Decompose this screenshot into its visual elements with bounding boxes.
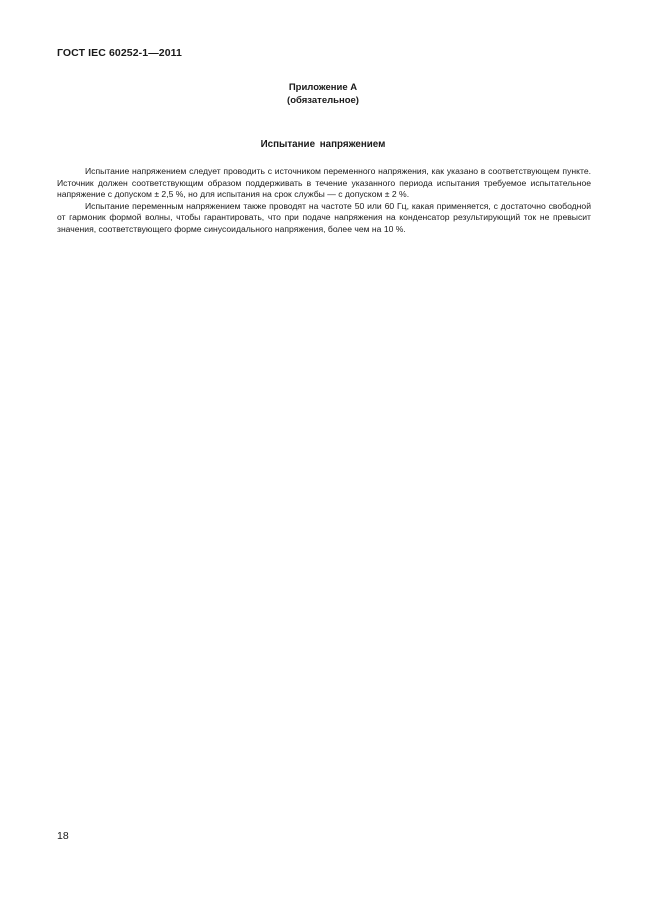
section-title: Испытание напряжением (260, 139, 386, 150)
page-number: 18 (57, 830, 69, 842)
annex-status: (обязательное) (287, 95, 359, 106)
paragraph: Испытание переменным напряжением также проводят на частоте 50 или 60 Гц, какая применяется, с достаточно свободной от гармоник формой волны, чтобы гарантировать, что при подаче напряжения на конденсатор результирующий ток не превысит значения, соответствующего форме синусоидального напряжения, более чем на 10 %. (57, 200, 591, 234)
paragraph: Испытание напряжением следует проводить с источником переменного напряжения, как указано в соответствующем пункте. Источник должен соответствующим образом поддерживать в течение указанного периода испытания требуемое испытательное напряжение с допуском ± 2,5 %, но для испытания на срок службы — с допуском ± 2 %. (57, 166, 591, 200)
annex-title: Приложение А (288, 82, 358, 93)
annex-heading (0, 81, 646, 107)
document-header: ГОСТ IEC 60252-1—2011 (57, 47, 182, 59)
body-text (57, 166, 591, 236)
